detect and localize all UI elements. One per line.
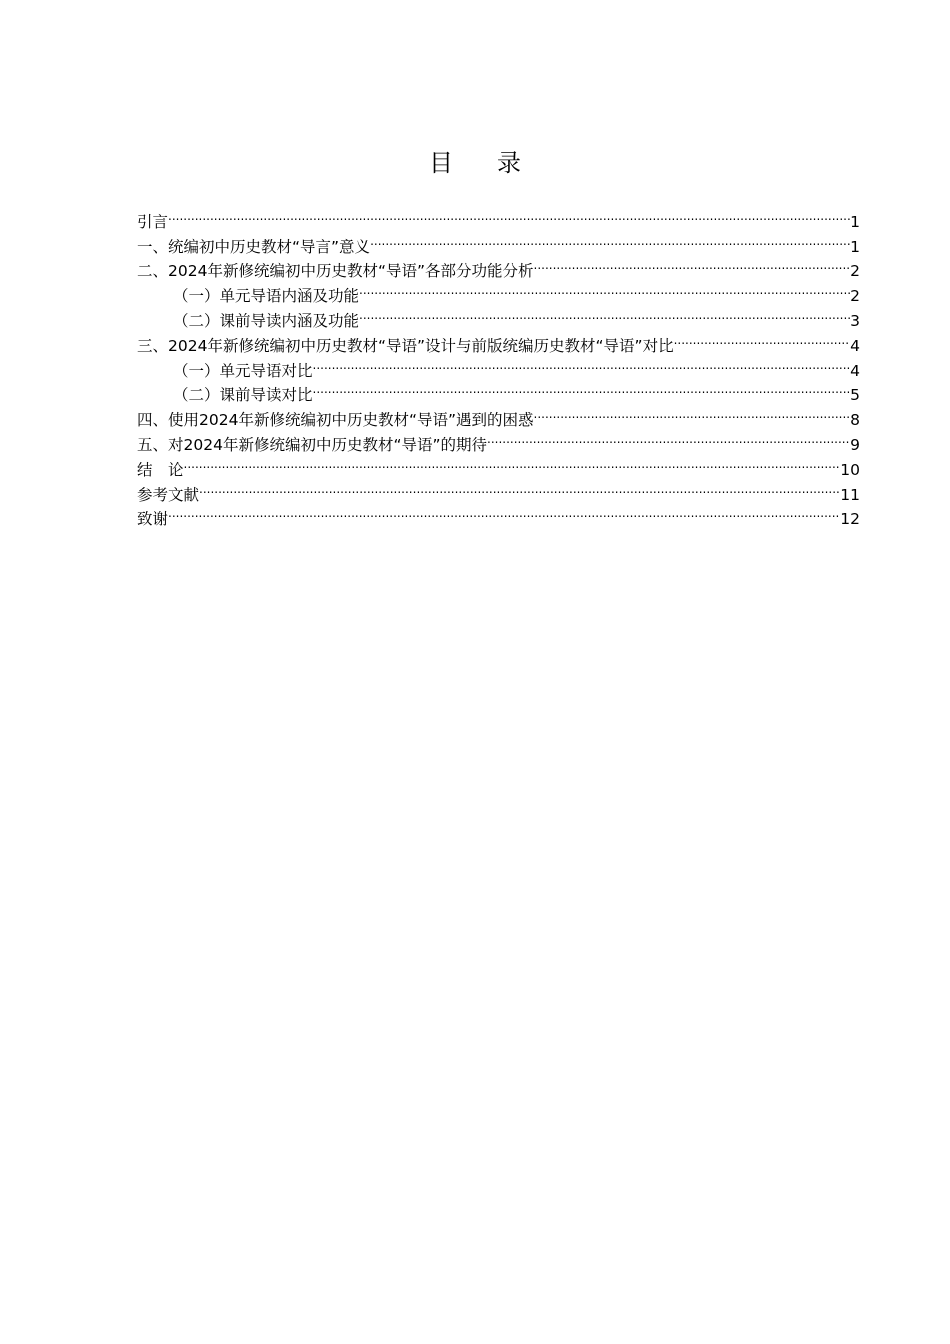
toc-entry[interactable] [137,227,860,256]
toc-entry-page: 8 [850,411,860,430]
toc-dot-leader [313,351,851,376]
toc-dot-leader [534,252,851,277]
toc-entry-page: 2 [850,262,860,281]
toc-entry[interactable] [137,202,860,231]
toc-entry-label: 四、使用2024年新修统编初中历史教材“导语”遇到的困惑 [137,411,534,430]
toc-dot-leader [168,202,850,227]
toc-entry-page: 5 [850,386,860,405]
toc-entry-label: 三、2024年新修统编初中历史教材“导语”设计与前版统编历史教材“导语”对比 [137,336,674,355]
toc-entry[interactable] [137,500,860,529]
toc-dot-leader [199,475,840,500]
toc-title: 目录 [429,149,565,177]
toc-entry-label: （一）单元导语内涵及功能 [173,287,360,306]
toc-entry-page: 10 [840,460,860,479]
toc-dot-leader [370,227,850,252]
toc-entry-label: （二）课前导读对比 [173,386,313,405]
toc-entry-label: （二）课前导读内涵及功能 [173,311,360,330]
toc-entry-page: 11 [840,485,860,504]
toc-dot-leader [359,276,850,301]
toc-entry-label: 参考文献 [137,485,200,504]
toc-entry-label: （一）单元导语对比 [173,361,313,380]
toc-dot-leader [359,301,850,326]
toc-entry-page: 1 [850,212,860,231]
toc-entry[interactable] [137,450,860,479]
toc-entry-label: 五、对2024年新修统编初中历史教材“导语”的期待 [137,435,488,454]
toc-entry-page: 3 [850,311,860,330]
toc-entry-page: 4 [850,336,860,355]
toc-entry-label: 一、统编初中历史教材“导言”意义 [137,237,371,256]
toc-entry-label: 二、2024年新修统编初中历史教材“导语”各部分功能分析 [137,262,534,281]
toc-entry[interactable] [137,475,860,504]
toc-entry-page: 9 [850,435,860,454]
toc-list [137,202,860,529]
toc-dot-leader [487,425,850,450]
toc-entry-page: 12 [840,510,860,529]
toc-entry-label: 结 论 [137,460,184,479]
toc-dot-leader [184,450,841,475]
toc-entry-page: 4 [850,361,860,380]
toc-dot-leader [313,376,851,401]
toc-dot-leader [168,500,840,525]
toc-entry-page: 2 [850,287,860,306]
toc-dot-leader [534,400,851,425]
toc-dot-leader [674,326,851,351]
toc-entry-label: 引言 [137,212,169,231]
toc-entry-page: 1 [850,237,860,256]
toc-entry-label: 致谢 [137,510,169,529]
